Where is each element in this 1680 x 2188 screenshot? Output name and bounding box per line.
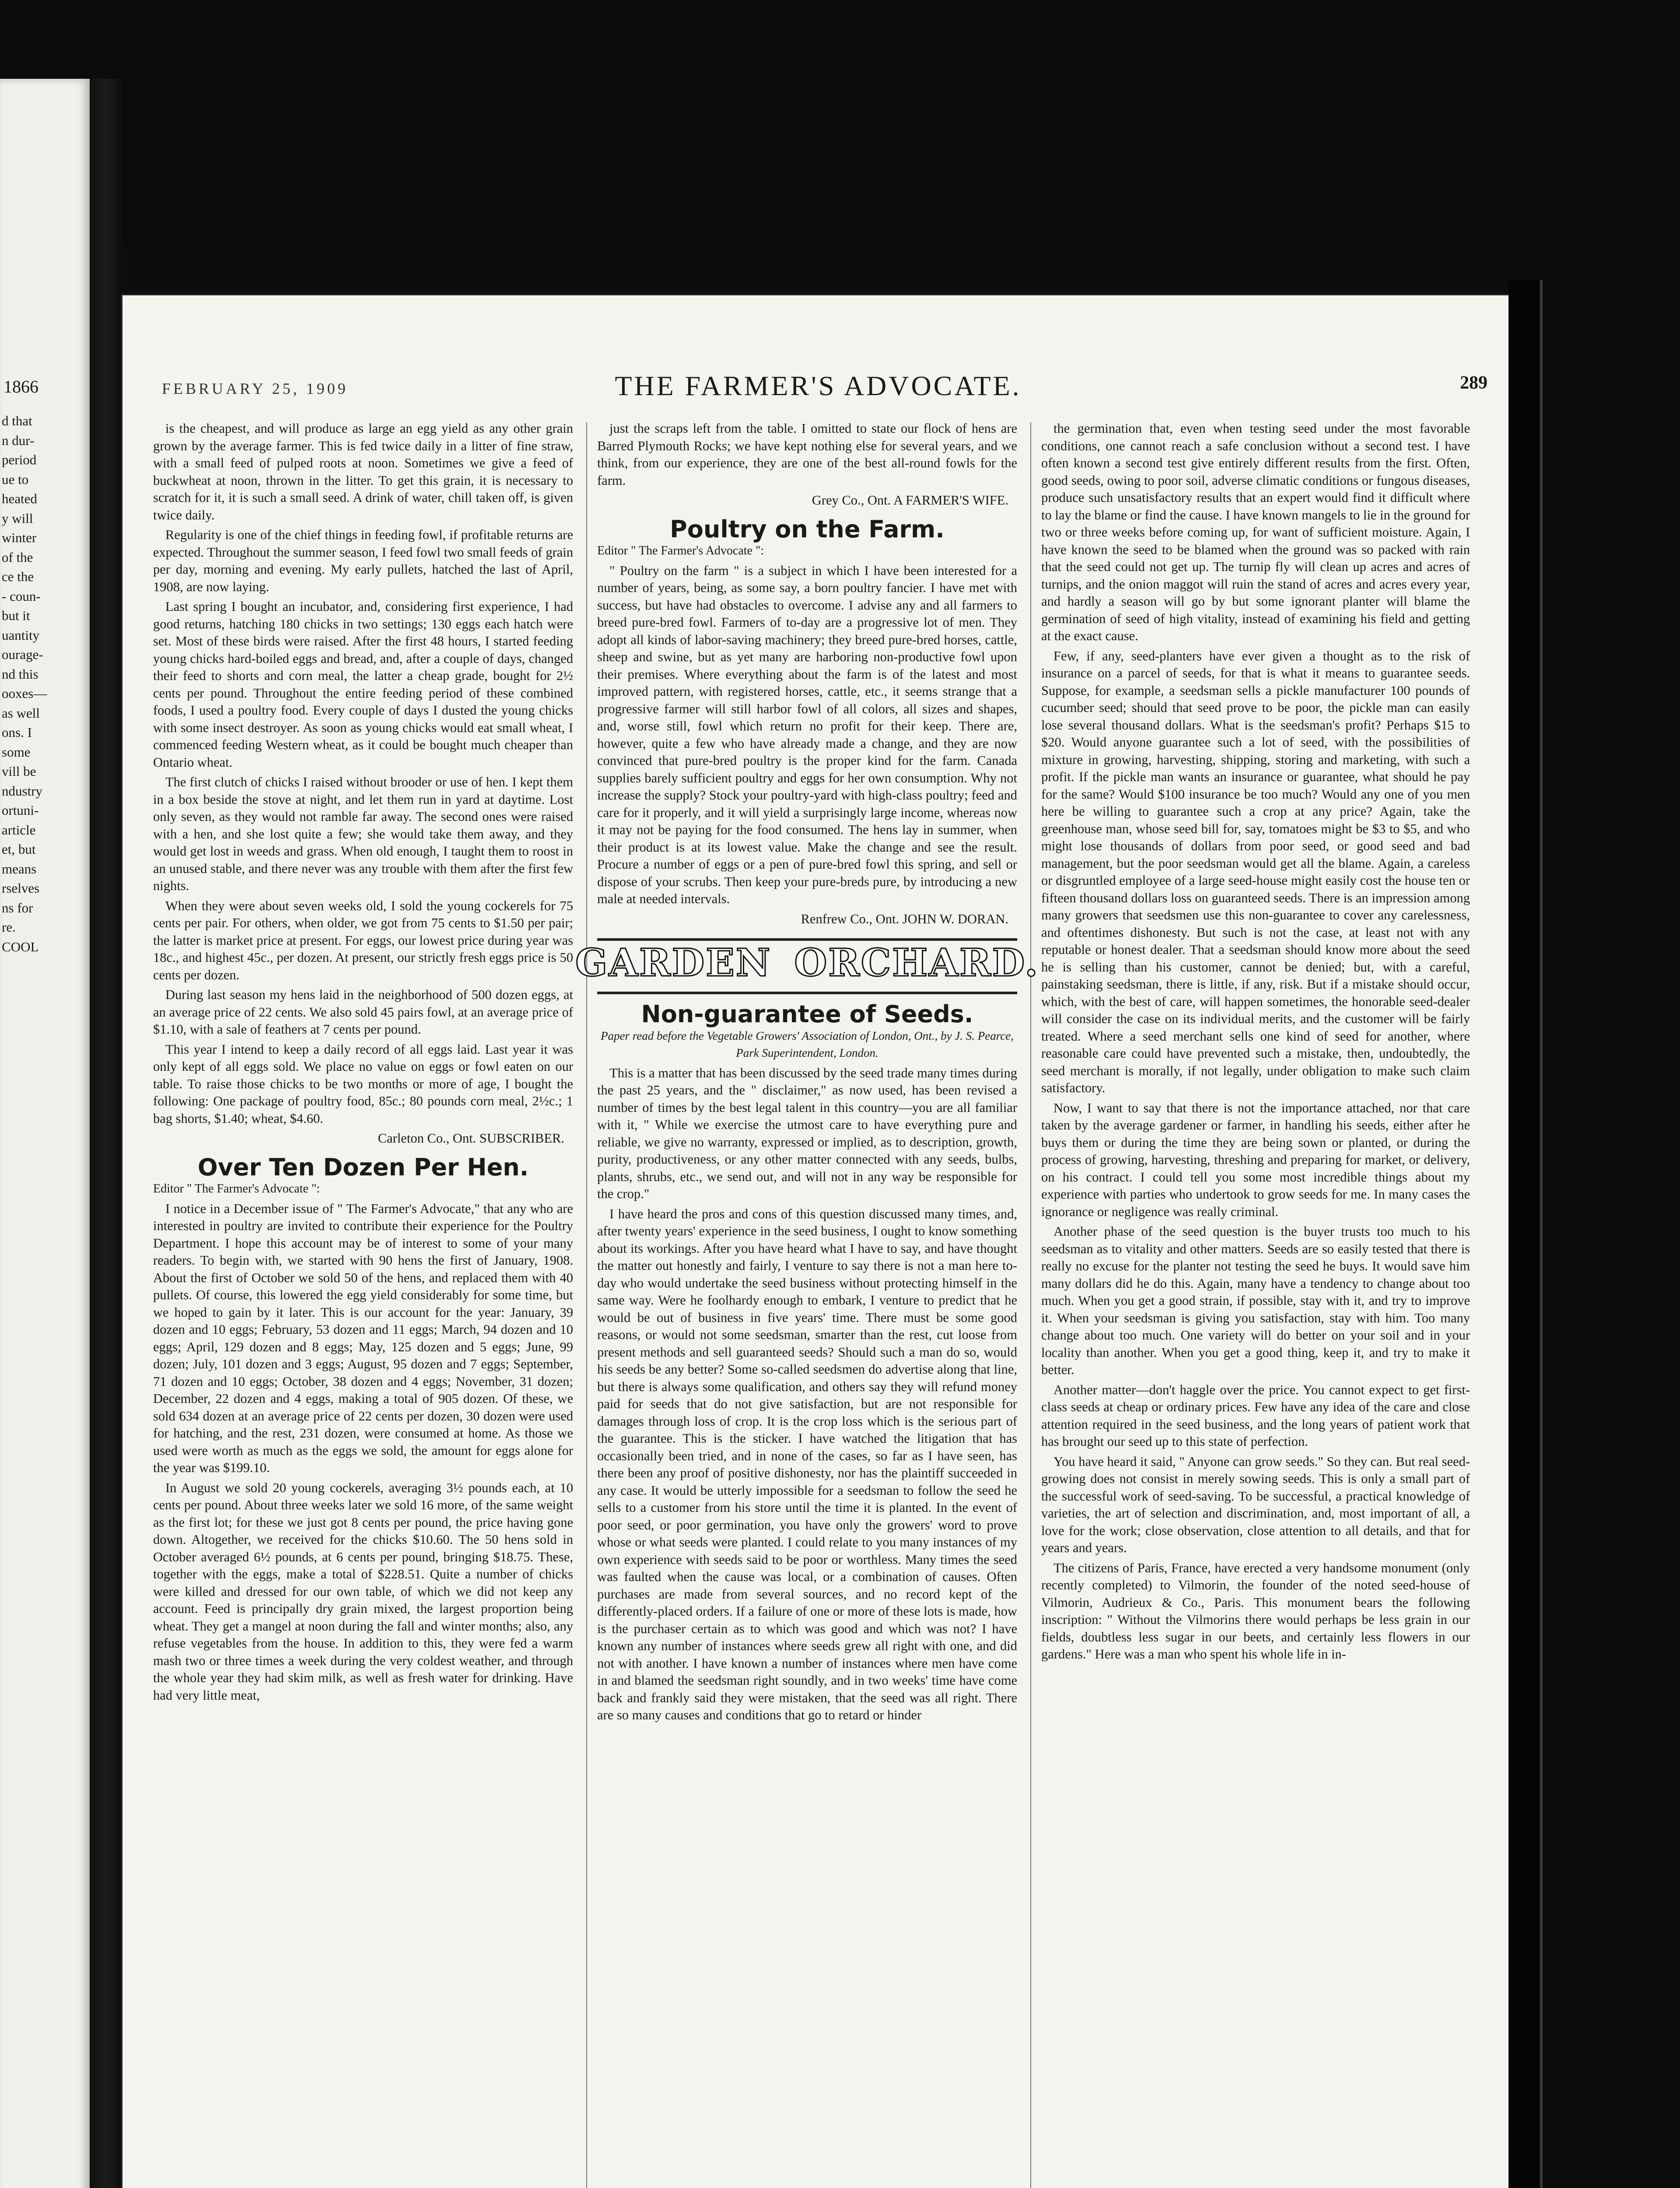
paragraph: is the cheapest, and will produce as large an egg yield as any other grain grown by the average farmer. This is fed twice daily in a litter of fine straw, with a small feed of pulped roots at noon. Sometimes we give a feed of buckwheat at noon, thrown in the litter. To get this grain, it is necessary to scratch for it, it is such a small seed. A drink of water, chill taken off, is given twice daily. [153, 421, 573, 522]
column-1-paragraphs-2 [153, 1200, 573, 1704]
paragraph: just the scraps left from the table. I omitted to state our flock of hens are Barred Plymouth Rocks; we have kept nothing else for several years, and we think, from our experience, they are one of the best all-round fowls for the farm. [597, 421, 1017, 488]
paragraph: This year I intend to keep a daily record of all eggs laid. Last year it was only kept of all eggs sold. We place no value on eggs or fowl eaten on our table. To raise those chicks to be two months or more of age, I bought the following: One package of poultry food, 85c.; 80 pounds corn meal, 2½c.; 1 bag shorts, $1.40; wheat, $4.60. [153, 1041, 573, 1126]
signature: Renfrew Co., Ont. JOHN W. DORAN. [801, 911, 1008, 926]
paragraph: You have heard it said, " Anyone can grow seeds." So they can. But real seed-growing does not consist in merely sowing seeds. This is only a small part of the successful work of seed-saving. To be successful, a practical knowledge of varieties, the art of selection and discrimination, and, most important of all, a love for the work; close observation, close attention to all details, and that for years and years. [1041, 1454, 1470, 1555]
text-fragment: - coun- [2, 588, 41, 604]
text-fragment: ce the [2, 569, 34, 584]
issue-date: FEBRUARY 25, 1909 [162, 380, 348, 397]
text-fragment: as well [2, 705, 40, 721]
paragraph: Another phase of the seed question is the buyer trusts too much to his seedsman as to vitality and other matters. Seeds are so easily tested that there is really no excuse for the planter not testing the seed he buys. It would save him many dollars did he do this. Again, many have a tendency to change about too much. When you get a good strain, if possible, stay with it, and try to improve it. When your seedsman is giving you satisfaction, stay with him. Too many change about too much. One variety will do better on your soil and in your locality than another. When you get a good thing, keep it, and try to make it better. [1041, 1224, 1470, 1377]
text-fragment: d that [2, 413, 32, 428]
column-2-paragraphs-3 [597, 1065, 1017, 1724]
text-fragment: vill be [2, 764, 36, 779]
text-fragment: ortuni- [2, 803, 39, 818]
column-3-paragraphs [1041, 420, 1470, 1663]
text-fragment: means [2, 861, 37, 877]
text-fragment: of the [2, 549, 33, 565]
column-2 [575, 420, 1040, 2188]
paragraph: Now, I want to say that there is not the importance attached, nor that care taken by the average gardener or farmer, in handling his seeds, either after he buys them or during the time they are being sown or planted, or during the process of growing, harvesting, threshing and preparing for market, or delivery, on his contract. I could tell you some most incredible things about my experience with parties who undertook to grow seeds for me. In many cases the ignorance or negligence was really criminal. [1041, 1100, 1470, 1219]
section-title-right: ORCHARD. [794, 941, 1040, 985]
section-banner [575, 938, 1040, 994]
paragraph: The first clutch of chicks I raised without brooder or use of hen. I kept them in a box beside the stove at night, and let them run in yard at daytime. Lost only seven, as they would not ramble far away. The second ones were raised with a hen, and she lost quite a few; she would take them away, and they would get lost in weeds and grass. When old enough, I taught them to roost in an unused stable, and there never was any trouble with them after the first few nights. [153, 775, 573, 893]
text-fragment: n dur- [2, 432, 35, 448]
text-fragment: some [2, 744, 31, 760]
paragraph: I notice in a December issue of " The Farmer's Advocate," that any who are interested in poultry are invited to contribute their experience for the Poultry Department. I hope this account may be of interest to some of your many readers. To begin with, we started with 90 hens the first of January, 1908. About the first of October we sold 50 of the hens, and replaced them with 40 pullets. Of course, this lowered the egg yield considerably for some time, but we hoped to gain by it later. This is our account for the year: January, 39 dozen and 10 eggs; February, 53 dozen and 11 eggs; March, 94 dozen and 10 eggs; April, 129 dozen and 8 eggs; May, 125 dozen and 5 eggs; June, 99 dozen; July, 101 dozen and 3 eggs; August, 95 dozen and 7 eggs; September, 71 dozen and 10 eggs; October, 38 dozen and 4 eggs; November, 31 dozen; December, 22 dozen and 4 eggs, making a total of 905 dozen. Of these, we sold 634 dozen at an average price of 22 cents per dozen, 30 dozen were used for hatching, and the rest, 231 dozen, were consumed at home. As those we used were worth as much as the eggs we sold, the amount for eggs alone for the year was $199.10. [153, 1201, 573, 1475]
scan-background-top [0, 0, 1680, 245]
section-title-left: GARDEN [575, 941, 772, 985]
signature: Carleton Co., Ont. SUBSCRIBER. [378, 1131, 564, 1146]
paragraph: When they were about seven weeks old, I sold the young cockerels for 75 cents per pair. For others, when older, we got from 75 cents to $1.50 per pair; the latter is market price at present. For eggs, our lowest price during year was 18c., and highest 45c., per dozen. At present, our strictly fresh eggs price is 50 cents per dozen. [153, 898, 573, 982]
text-fragment: winter [2, 530, 37, 545]
article-headline: Over Ten Dozen Per Hen. [197, 1153, 529, 1181]
paragraph: Last spring I bought an incubator, and, considering first experience, I had good returns, hatching 180 chicks in two settings; 130 eggs each hatch were set. Most of these birds were raised. After the first 48 hours, I started feeding young chicks hard-boiled eggs and bread, and, after a couple of days, changed their feed to shorts and corn meal, the latter a cheap grade, bought for 2½ cents per pound. Throughout the entire feeding period of these combined foods, I used a poultry food. Every couple of days I dusted the young chicks with some insect destroyer. As soon as young chicks would eat small wheat, I commenced feeding Western wheat, as it could be bought much cheaper than Ontario wheat. [153, 599, 573, 770]
editor-salutation: Editor " The Farmer's Advocate ": [597, 544, 764, 558]
text-fragment: rselves [2, 880, 40, 896]
paragraph: Regularity is one of the chief things in feeding fowl, if profitable returns are expected. Throughout the summer season, I feed fowl two small feeds of grain per day, morning and evening. My early pullets, hatched the last of April, 1908, are now laying. [153, 527, 573, 594]
column-rule [1030, 422, 1031, 2188]
paragraph: I have heard the pros and cons of this question discussed many times, and, after twenty years' experience in the seed business, I ought to know something about its workings. After you have heard what I have to say, and have thought the matter out honestly and fairly, I venture to say there is not a man here to-day who would undertake the seed business without protecting himself in the same way. Were he foolhardy enough to embark, I venture to predict that he would be out of business in five years' time. There must be some good reasons, or would not some seedsman, smarter than the rest, cut loose from present methods and sell guaranteed seeds? Should such a man do so, would his seeds be any better? Some so-called seedsmen do advertise along that line, but there is always some qualification, and others say they will refund money paid for seeds that do not give satisfaction, but are not responsible for damages through loss of crop. It is the crop loss which is the serious part of the guarantee. This is the sticker. I have watched the litigation that has occasionally been tried, and in none of the cases, so far as I have seen, has there been any proof of positive dishonesty, nor has the plaintiff succeeded in any case. It would be utterly impossible for a seedsman to follow the seed he sells to a customer from his store until the time it is planted. In the event of poor seed, or poor germination, you have only the growers' word to prove whose or what seeds were planted. I could relate to you many instances of my own experience with seeds said to be poor or worthless. Many times the seed was faulted when the cause was local, or a combination of causes. Often purchases are made from several sources, and no record kept of the differently-placed orders. If a failure of one or more of these lots is made, how is the purchaser certain as to which was good and which was not? I have known any number of instances where seeds grew all right with one, and did not with another. I have known a number of instances where men have come in and blamed the seedsman right soundly, and in two weeks' time have come back and frankly said they were mistaken, that the seed was all right. There are so many causes and conditions that go to retard or hinder [597, 1206, 1017, 1722]
paragraph: The citizens of Paris, France, have erected a very handsome monument (only recently completed) to Vilmorin, the founder of the noted seed-house of Vilmorin, Audrieux & Co., Paris. This monument bears the following inscription: " Without the Vilmorins there would perhaps be less grain in our fields, doubtless less sugar in our beets, and certainly less flowers in our gardens." Here was a man who spent his whole life in in- [1041, 1560, 1470, 1662]
masthead-title: THE FARMER'S ADVOCATE. [615, 370, 1022, 401]
paragraph: " Poultry on the farm " is a subject in which I have been interested for a number of years, being, as some say, a born poultry fancier. I have met with success, but have had obstacles to overcome. I advise any and all farmers to breed pure-bred fowl. Farmers of to-day are a progressive lot of men. They adopt all kinds of labor-saving machinery; they breed pure-bred horses, cattle, sheep and swine, but as yet many are harboring non-productive fowl upon their premises. Where everything about the farm is of the latest and most improved pattern, with registered horses, cattle, etc., it seems strange that a progressive farmer will still harbor fowl of all colors, all sizes and shapes, and, worse still, fowl which return no profit for their keep. There are, however, quite a few who have already made a change, and they are now convinced that pure-bred poultry is the proper kind for the farm. Canada supplies barely sufficient poultry and eggs for her own consumption. Why not increase the supply? Stock your poultry-yard with high-class poultry; feed and care for it properly, and it will yield a surprisingly large income, whereas now it may not be paying for the food consumed. The hens lay in summer, when their product is at its lowest value. Make the change and see the result. Procure a number of eggs or a pen of pure-bred fowl this spring, and sell or dispose of your scrubs. Then keep your pure-breds pure, by introducing a new male at needed intervals. [597, 563, 1017, 906]
text-fragment: but it [2, 608, 30, 623]
left-page-fragment [0, 79, 90, 2188]
text-fragment: COOL [2, 939, 39, 954]
paragraph: Another matter—don't haggle over the price. You cannot expect to get first-class seeds at cheap or ordinary prices. Few have any idea of the care and close attention required in the seed business, and the long years of patient work that has brought our seed up to this state of perfection. [1041, 1382, 1470, 1449]
article-byline: Paper read before the Vegetable Growers' Association of London, Ont., by J. S. Pearce, Park Superintendent, London. [601, 1029, 1014, 1059]
article-headline: Non-guarantee of Seeds. [641, 1000, 973, 1028]
column-1-paragraphs [153, 420, 573, 1127]
paragraph: During last season my hens laid in the neighborhood of 500 dozen eggs, at an average price of 22 cents. We also sold 45 pairs fowl, at an average price of $1.10, with a sale of feathers at 7 cents per pound. [153, 987, 573, 1037]
text-fragment: re. [2, 919, 16, 935]
article-headline: Poultry on the Farm. [670, 515, 945, 543]
page-number: 289 [1460, 373, 1488, 393]
text-fragment: ons. I [2, 725, 32, 740]
text-fragment: y will [2, 510, 33, 526]
page-edge-line [1540, 280, 1543, 2188]
column-2-paragraphs-2 [597, 562, 1017, 908]
text-fragment: ourage- [2, 647, 43, 662]
column-1 [153, 420, 573, 2188]
text-fragment: nd this [2, 666, 38, 682]
text-fragment: heated [2, 491, 37, 506]
text-fragment: period [2, 452, 37, 467]
text-fragment: et, but [2, 842, 36, 857]
text-fragment: ooxes— [2, 686, 47, 701]
paragraph: In August we sold 20 young cockerels, averaging 3½ pounds each, at 10 cents per pound. About three weeks later we sold 16 more, of the same weight as the first lot; for these we just got 8 cents per pound, the price having gone down. Altogether, we received for the chicks $10.60. The 50 hens sold in October averaged 6½ pounds, at 6 cents per pound, bringing $18.75. These, together with the eggs, make a total of $228.51. Quite a number of chicks were killed and dressed for our own table, of which we did not keep any account. Feed is principally dry grain mixed, the largest proportion being wheat. They get a mangel at noon during the fall and winter months; also, any refuse vegetables from the house. In addition to this, they were fed a warm mash two or three times a week during the very coldest weather, and through the whole year they had skim milk, as well as fresh water for drinking. Have had very little meat, [153, 1480, 573, 1703]
column-3 [1041, 420, 1470, 2188]
page-edge-shadow [1508, 280, 1539, 2188]
left-page-number: 1866 [4, 377, 38, 396]
text-fragment: uantity [2, 627, 40, 643]
paragraph: This is a matter that has been discussed by the seed trade many times during the past 25 years, and the " disclaimer," as now used, has been revised a number of times by the best legal talent in this country—you are all familiar with it, " While we exercise the utmost care to have everything pure and reliable, we give no warranty, expressed or implied, as to description, growth, purity, productiveness, or any other matter connected with any seeds, bulbs, plants, shrubs, etc., we send out, and will not in any way be responsible for the crop." [597, 1065, 1017, 1201]
book-gutter [90, 79, 122, 2188]
column-2-paragraphs [597, 420, 1017, 489]
page-header [149, 370, 1488, 405]
paragraph: Few, if any, seed-planters have ever given a thought as to the risk of insurance on a parcel of seeds, for that is what it means to guarantee seeds. Suppose, for example, a seedsman sells a pickle manufacturer 100 pounds of cucumber seed; should that seed prove to be poor, the pickle man can easily lose several thousand dollars. What is the seedsman's profit? Perhaps $15 to $20. Would anyone guarantee such a lot of seed, with the possibilities of mixture in growing, harvesting, shipping, storing and marketing, with such a profit. If the pickle man wants an insurance or guarantee, what should he pay for the same? Would $100 insurance be too much? Would any one of you men here be willing to guarantee such a crop at any price? Again, take the greenhouse man, whose seed bill for, say, tomatoes might be $3 to $5, and who might lose thousands of dollars from poor seed, or good seed and bad management, but the poor seedsman would get all the blame. Again, a careless or disgruntled employee of a large seed-house might easily cost the house ten or fifteen thousand dollars loss on guaranteed seeds. There is an impression among many growers that seedsmen use this non-guarantee to cover any carelessness, and oftentimes dishonesty. But such is not the case, at least not with any reputable or honest dealer. That a seedsman should know more about the seed he is selling than his customer, cannot be denied; but, with a careful, painstaking seedsman, there is little, if any, risk. But if a mistake should occur, which, with the best of care, will happen sometimes, the honorable seed-dealer will consider the case on its individual merits, and the customer will be fairly treated. Where a seed merchant sells one kind of seed for another, where reasonable care could have prevented such a mistake, then, undoubtedly, the seed merchant is morally, if not legally, under obligation to make such claim satisfactory. [1041, 648, 1470, 1095]
newspaper-page [122, 295, 1508, 2188]
column-rule [586, 422, 587, 2188]
text-fragment: ue to [2, 471, 29, 487]
text-fragment: ns for [2, 900, 33, 915]
text-fragment: ndustry [2, 783, 42, 799]
paragraph: the germination that, even when testing seed under the most favorable conditions, one cannot reach a safe conclusion without a second test. I have often known a second test give entirely different results from the first. Often, good seeds, owing to poor soil, adverse climatic conditions or fungous diseases, produce such unsatisfactory results that an expert would find it difficult where to lay the blame or find the cause. I have known mangels to lie in the ground for two or three weeks before coming up, for want of sufficient moisture. Again, I have known the seed to be blamed when the ground was so packed with rain that the seed could not get up. The turnip fly will clean up acres and acres of turnips, and the onion maggot will ruin the stand of acres and acres every year, and hardly a season will go by but some ignorant planter will blame the germination of seed of high vitality, instead of examining his field and getting at the exact cause. [1041, 421, 1470, 643]
editor-salutation: Editor " The Farmer's Advocate ": [153, 1182, 320, 1196]
signature: Grey Co., Ont. A FARMER'S WIFE. [812, 493, 1008, 508]
text-fragment: article [2, 822, 36, 838]
